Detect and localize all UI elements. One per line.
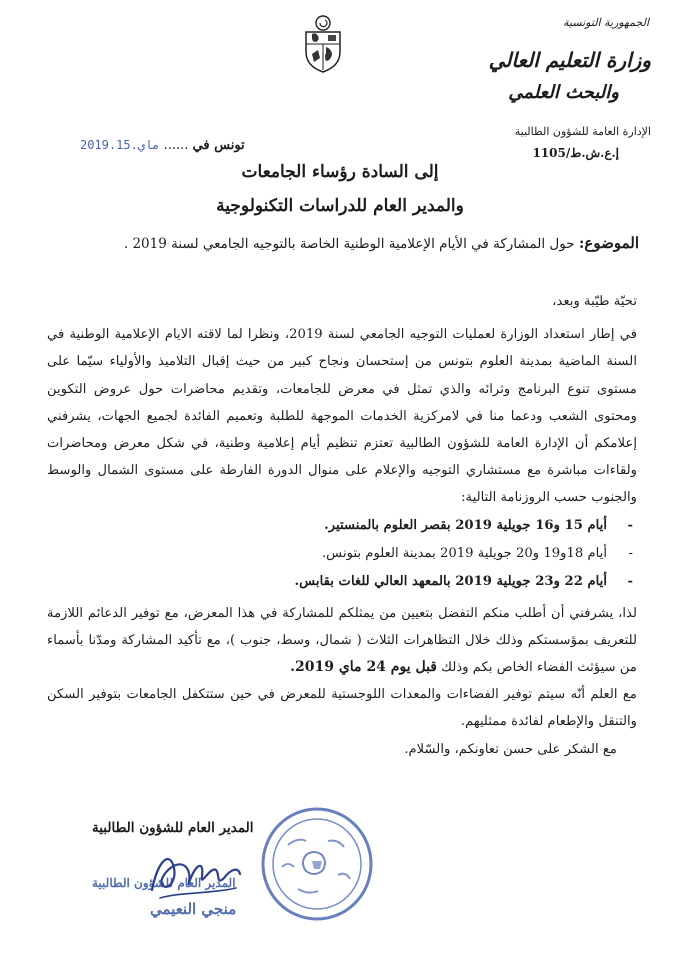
signature-title: المدير العام للشؤون الطالبية bbox=[92, 820, 254, 836]
letter-body bbox=[47, 288, 637, 763]
body-paragraph-3: مع العلم أنّه سيتم توفير الفضاءات والمعدات اللوجستية للمعرض في حين ستتكفل الجامعات بتوفير السكن والتنقل والإطعام لفائدة ممثليهم. bbox=[47, 687, 637, 730]
deadline-text: قبل يوم 24 ماي 2019. bbox=[290, 659, 437, 676]
body-paragraph-1: في إطار استعداد الوزارة لعمليات التوجيه الجامعي لسنة 2019، ونظرا لما لاقته الايام الإعلامية الوطنية في السنة الماضية بمدينة العلوم بتونس من إستحسان ونجاح كبير من حيث إقبال التلاميذ والأولياء سيّما على مستوى تنوع البرنامج وثرائه والذي تمثل في معرض للجامعات، وتقديم محاضرات حول عروض التكوين ومحتوى الشعب ودعما منا في لامركزية الخدمات الموجهة للطلبة وتعميم الفائدة لجميع الجهات، يشرفني إعلامكم أن الإدارة العامة للشؤون الطالبية تعتزم تنظيم أيام إعلامية وطنية، في شكل معرض ومحاضرات ولقاءات مباشرة مع مستشاري التوجيه والإعلام على منوال الدورة الفارطة على مستوى الشمال والوسط والجنوب حسب الروزنامة التالية: bbox=[47, 327, 637, 506]
subject-text: حول المشاركة في الأيام الإعلامية الوطنية الخاصة بالتوجيه الجامعي لسنة 2019 . bbox=[123, 236, 575, 252]
body-paragraph-2-text: لذا، يشرفني أن أطلب منكم التفضل بتعيين من يمثلكم للمشاركة في هذا المعرض، مع توفير الدعائم اللازمة للتعريف بمؤسستكم وذلك خلال التظاهرات الثلاث ( شمال، وسط، جنوب )، مع تأكيد المشاركة ومدّنا بأسماء من سيؤثث الفضاء الخاص بكم وذلك bbox=[47, 605, 637, 676]
schedule-item: - أيام 18و19 و20 جويلية 2019 بمدينة العلوم بتونس. bbox=[47, 540, 637, 568]
ministry-name-line1: وزارة التعليم العالي bbox=[488, 48, 651, 72]
recipient-line-1: إلى السادة رؤساء الجامعات bbox=[241, 162, 439, 182]
date-stamp: 2019.ماي.15 bbox=[80, 138, 160, 152]
handwritten-signature-icon bbox=[140, 840, 250, 910]
ministry-name-line2: والبحث العلمي bbox=[508, 82, 619, 103]
date-dots: ...... bbox=[163, 138, 189, 153]
subject-label: الموضوع: bbox=[578, 234, 639, 252]
department-name: الإدارة العامة للشؤون الطالبية bbox=[514, 125, 651, 138]
country-name: الجمهورية التونسية bbox=[563, 16, 649, 29]
tunisia-emblem-icon bbox=[298, 14, 348, 74]
official-seal-icon bbox=[258, 805, 376, 923]
recipient-line-2: والمدير العام للدراسات التكنولوجية bbox=[216, 196, 464, 216]
body-paragraph-2 bbox=[47, 600, 637, 682]
schedule-item: - أيام 22 و23 جويلية 2019 بالمعهد العالي للغات بقابس. bbox=[47, 568, 637, 596]
greeting: تحيّة طيّبة وبعد، bbox=[552, 294, 637, 309]
schedule-list bbox=[47, 512, 637, 596]
closing-line: مع الشكر على حسن تعاونكم، والسّلام. bbox=[404, 741, 617, 757]
signature-stamp-title: المدير العام للشؤون الطالبية bbox=[92, 876, 236, 890]
place-date bbox=[80, 138, 245, 153]
place-date-label: تونس في bbox=[192, 138, 245, 153]
signer-name: منجي النعيمي bbox=[150, 900, 237, 918]
reference-number: إ.ع.ش.ط/1105 bbox=[532, 146, 619, 160]
schedule-item: - أيام 15 و16 جويلية 2019 بقصر العلوم بالمنستير. bbox=[47, 512, 637, 540]
subject-line bbox=[124, 234, 639, 252]
